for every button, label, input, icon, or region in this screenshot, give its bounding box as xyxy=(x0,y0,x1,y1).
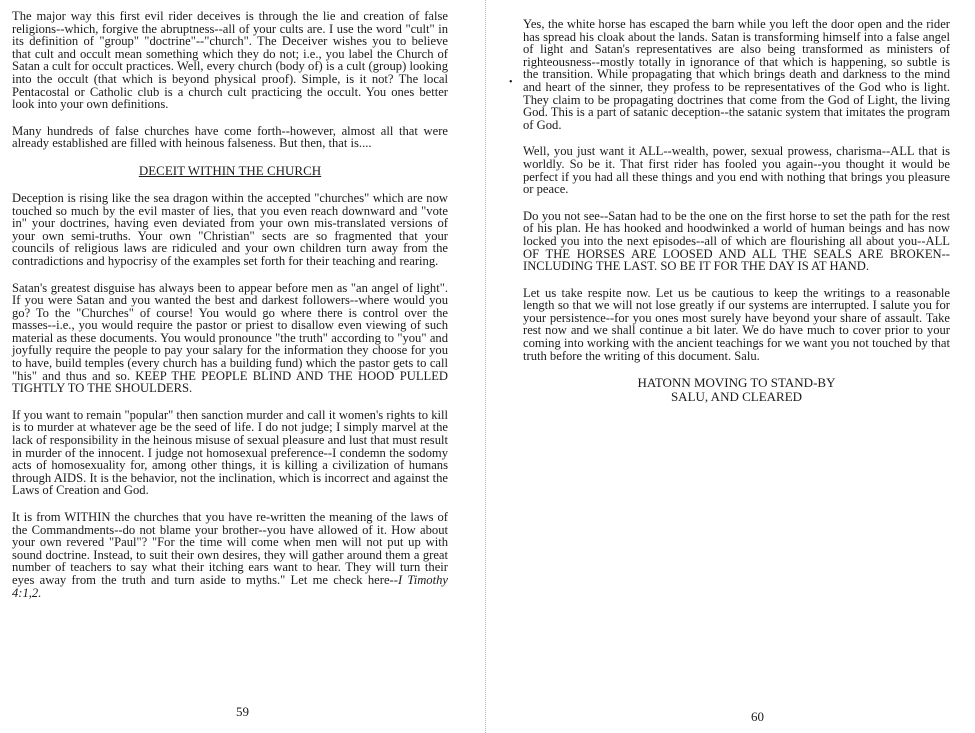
paragraph: Satan's greatest disguise has always been to appear before men as "an angel of light". If you were Satan and you wanted the best and darkest followers--where would you go? To the "Churches" of course! You would go where there is control over the masses--i.e., you would require the pastor or priest to disallow even viewing of such material as these documents. You would pronounce "the truth" according to "you" and joyfully require the people to pay your salary for the information they choose for you to have, build temples (every church has a building fund) which the pastor gets to call "his" and thus and so. KEEP THE PEOPLE BLIND AND THE HOOD PULLED TIGHTLY TO THE SHOULDERS. xyxy=(12,280,448,396)
page-number: 59 xyxy=(236,704,249,719)
paragraph xyxy=(12,511,448,599)
page-number: 60 xyxy=(751,709,764,724)
paragraph: Let us take respite now. Let us be cautious to keep the writings to a reasonable length so that we will not lose greatly if our systems are interrupted. I salute you for your persistence--for you ones most surely have beyond your share of assault. Take rest now and we shall continue a bit later. We do have much to cover prior to your coming into working with the ancient teachings for we want you not touched by that truth before the writing of this document. Salu. xyxy=(523,285,950,363)
left-text-column xyxy=(12,10,448,613)
section-heading: DECEIT WITHIN THE CHURCH xyxy=(138,162,322,178)
paragraph: Do you not see--Satan had to be the one on the first horse to set the path for the rest of his plan. He has hooked and hoodwinked a world of human beings and has now locked you into the next episodes--all of which are flourishing all about you--ALL OF THE HORSES ARE LOOSED AND ALL THE SEALS ARE BROKEN--INCLUDING THE LAST. SO BE IT FOR THE DAY IS AT HAND. xyxy=(523,208,950,274)
right-text-column xyxy=(523,18,950,404)
paragraph: Yes, the white horse has escaped the barn while you left the door open and the rider has spread his cloak about the lands. Satan is transforming himself into a false angel of light and Satan's representatives are also being transformed as ministers of righteousness--mostly totally in ignorance of that which is happening, so subtle is the transition. While propagating that which brings death and darkness to the mind and heart of the sinner, they profess to be representatives of the God who is light. They claim to be propagating doctrines that come from the God of Light, the living God. This is a part of satanic deception--the satanic system that imitates the program of God. xyxy=(523,17,950,132)
signoff xyxy=(523,376,950,404)
signoff-line: HATONN MOVING TO STAND-BY xyxy=(637,375,836,391)
signoff-line: SALU, AND CLEARED xyxy=(670,389,803,405)
paragraph: Well, you just want it ALL--wealth, power, sexual prowess, charisma--ALL that is worldly. So be it. That first rider has fooled you again--you thought it would be perfect if you had all these things and you end with nothing that brings you pleasure or peace. xyxy=(523,144,950,197)
gutter-divider xyxy=(485,0,486,733)
paragraph: The major way this first evil rider deceives is through the lie and creation of false religions--which, forgive the abruptness--all of your cults are. I use the word "cult" in its definition of "group" "doctrine"--"church". The Deceiver wishes you to believe that cult and occult mean something which they do not; i.e., you label the Church of Satan a cult for occult practices. Well, every church (body of) is a cult (group) looking into the occult (that which is beyond physical proof). Simple, is it not? The local Pentacostal or Catholic club is a church cult practicing the occult. You ones better look into your own definitions. xyxy=(12,9,448,112)
paragraph: Deception is rising like the sea dragon within the accepted "churches" which are now touched so much by the evil master of lies, that you even reach downward and "vote in" your doctrines, having even deviated from your own mis-translated versions of your own semi-truths. Your own "Christian" sects are so fragmented that your councils of religious laws are ridiculed and your own children turn away from the contradictions and hypocrisy of the examples set forth for their teaching and rearing. xyxy=(12,190,448,268)
scripture-citation: I Timothy 4:1,2. xyxy=(12,572,448,600)
paragraph: Many hundreds of false churches have come forth--however, almost all that were already established are filled with heinous falseness. But then, that is.... xyxy=(12,123,448,151)
paragraph-text: It is from WITHIN the churches that you have re-written the meaning of the laws of the Commandments--do not blame your brother--you have allowed of it. How about your own revered "Paul"? "For the time will come when men will not put up with sound doctrine. Instead, to suit their own desires, they will gather around them a great number of teachers to say what their itching ears want to hear. They will turn their eyes away from the truth and turn aside to myths." Let me check here-- xyxy=(12,510,448,587)
paragraph: If you want to remain "popular" then sanction murder and call it women's rights to kill is to murder at whatever age be the seed of life. I do not judge; I simply marvel at the lack of responsibility in the heinous misuse of sexual pleasure and lust that must result in murder of the innocent. I judge not homosexual preference--I condemn the sodomy acts of homosexuality for, among other things, it is killing a civilization of humans through AIDS. It is the behavior, not the inclination, which is incorrect and against the Laws of Creation and God. xyxy=(12,407,448,498)
margin-dot: • xyxy=(509,77,513,88)
